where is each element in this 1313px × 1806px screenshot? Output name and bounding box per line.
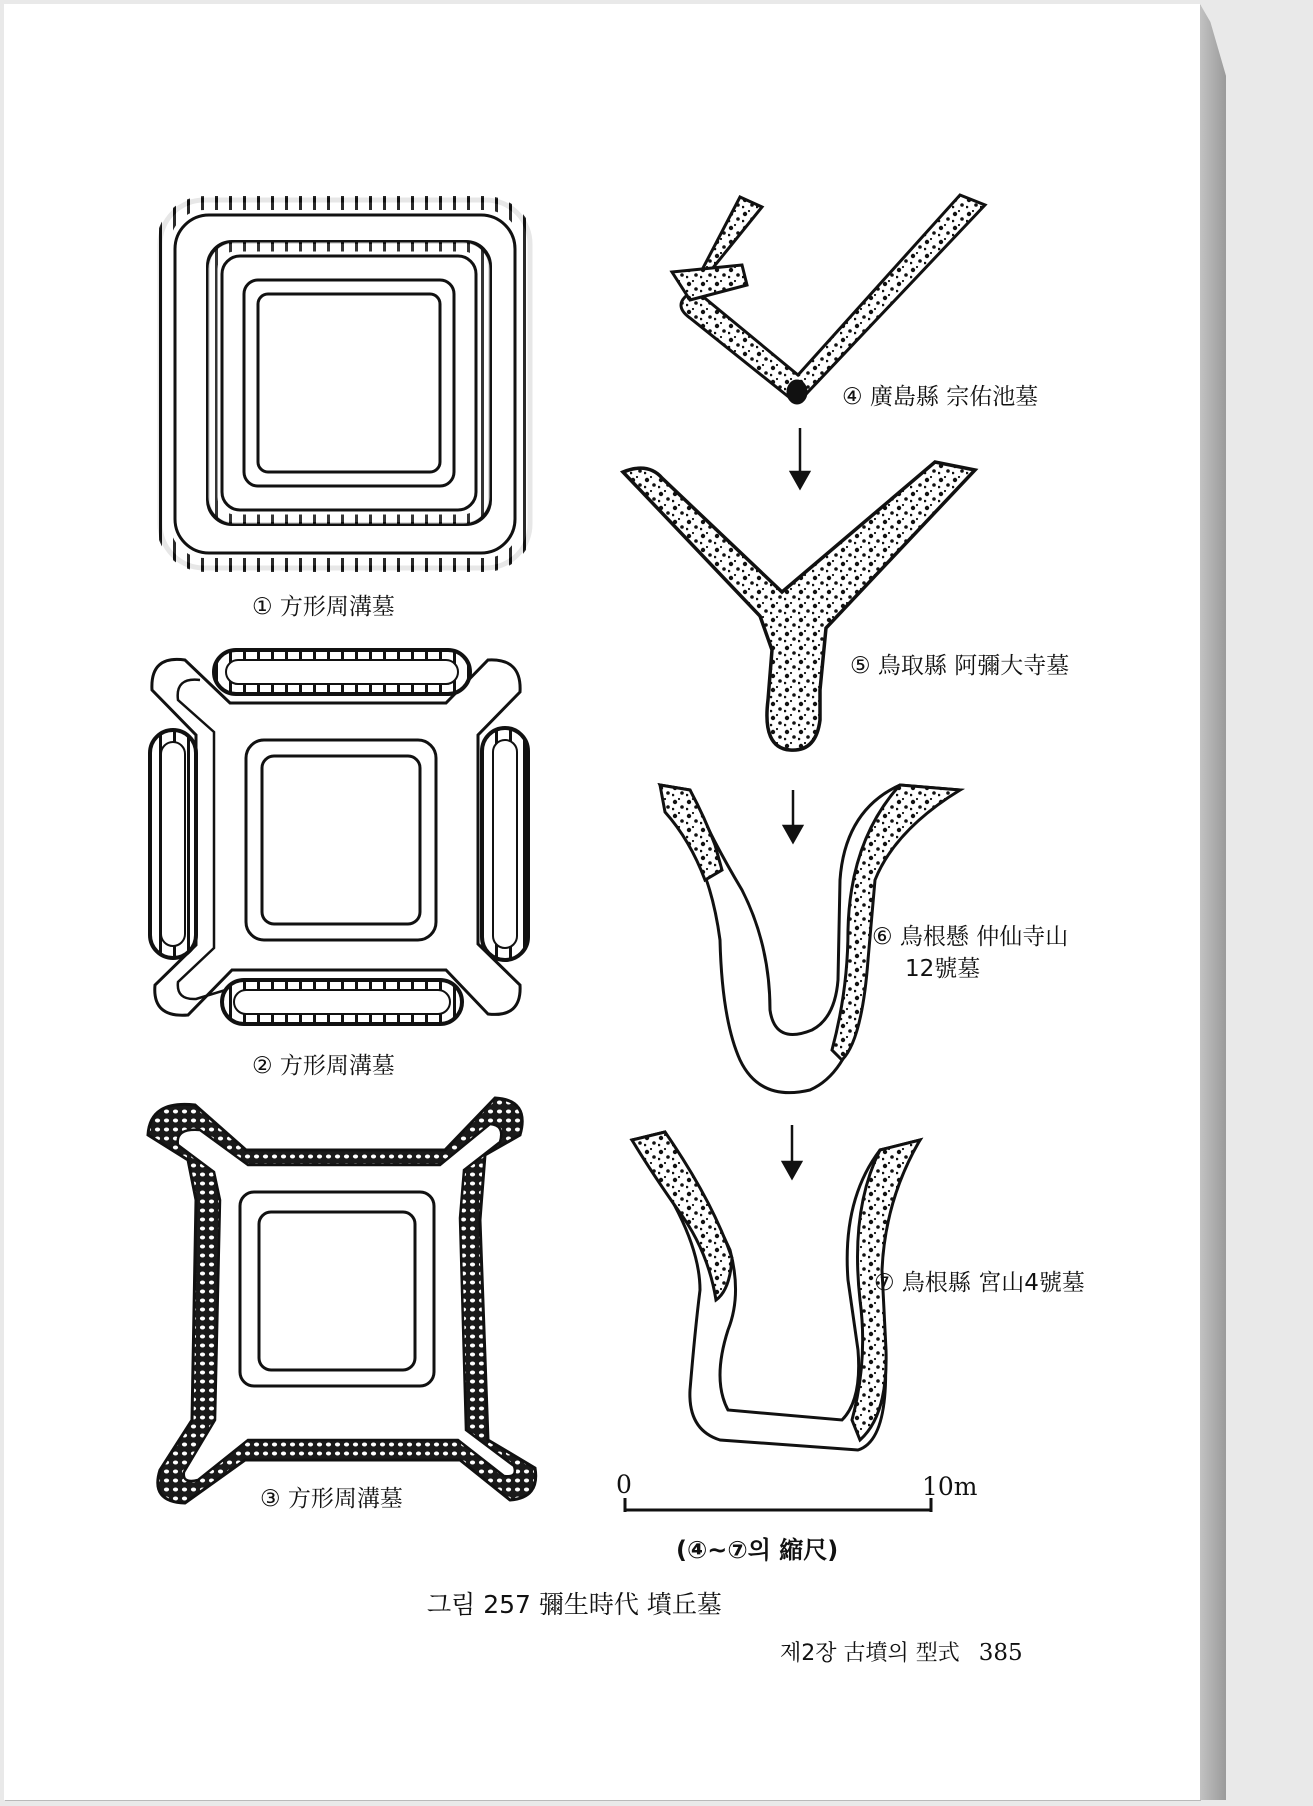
figure-6-label-line2: 12號墓 <box>905 956 981 982</box>
arrow-3 <box>783 1125 801 1178</box>
figure-5-projecting-corner <box>623 462 975 750</box>
figure-7-label: ⑦ 鳥根縣 宮山4號墓 <box>874 1270 1085 1296</box>
scale-end-label: 10m <box>922 1472 978 1501</box>
figure-1-square-ditch-tomb <box>160 200 530 568</box>
arrow-2 <box>784 790 802 842</box>
page-number: 385 <box>978 1640 1023 1666</box>
running-head <box>780 1636 1023 1667</box>
figure-5-label: ⑤ 鳥取縣 阿彌大寺墓 <box>850 653 1070 679</box>
scale-start-label: 0 <box>616 1470 632 1499</box>
figure-2-square-ditch-tomb <box>150 650 528 1024</box>
scale-caption: (④~⑦의 縮尺) <box>676 1536 839 1564</box>
scale-bar <box>624 1498 932 1512</box>
running-head-text: 제2장 古墳의 型式 <box>780 1641 960 1666</box>
arrow-1 <box>791 428 809 488</box>
figure-caption: 그림 257 彌生時代 墳丘墓 <box>427 1590 722 1619</box>
figure-4-corner-ditch <box>672 195 985 404</box>
figure-3-square-ditch-tomb <box>148 1098 536 1503</box>
figure-1-label: ① 方形周溝墓 <box>252 594 395 620</box>
figure-3-label: ③ 方形周溝墓 <box>260 1486 403 1512</box>
figure-6-label-line1: ⑥ 鳥根懸 仲仙寺山 <box>872 924 1069 950</box>
figure-4-label: ④ 廣島縣 宗佑池墓 <box>842 384 1039 410</box>
figure-2-label: ② 方形周溝墓 <box>252 1053 395 1079</box>
